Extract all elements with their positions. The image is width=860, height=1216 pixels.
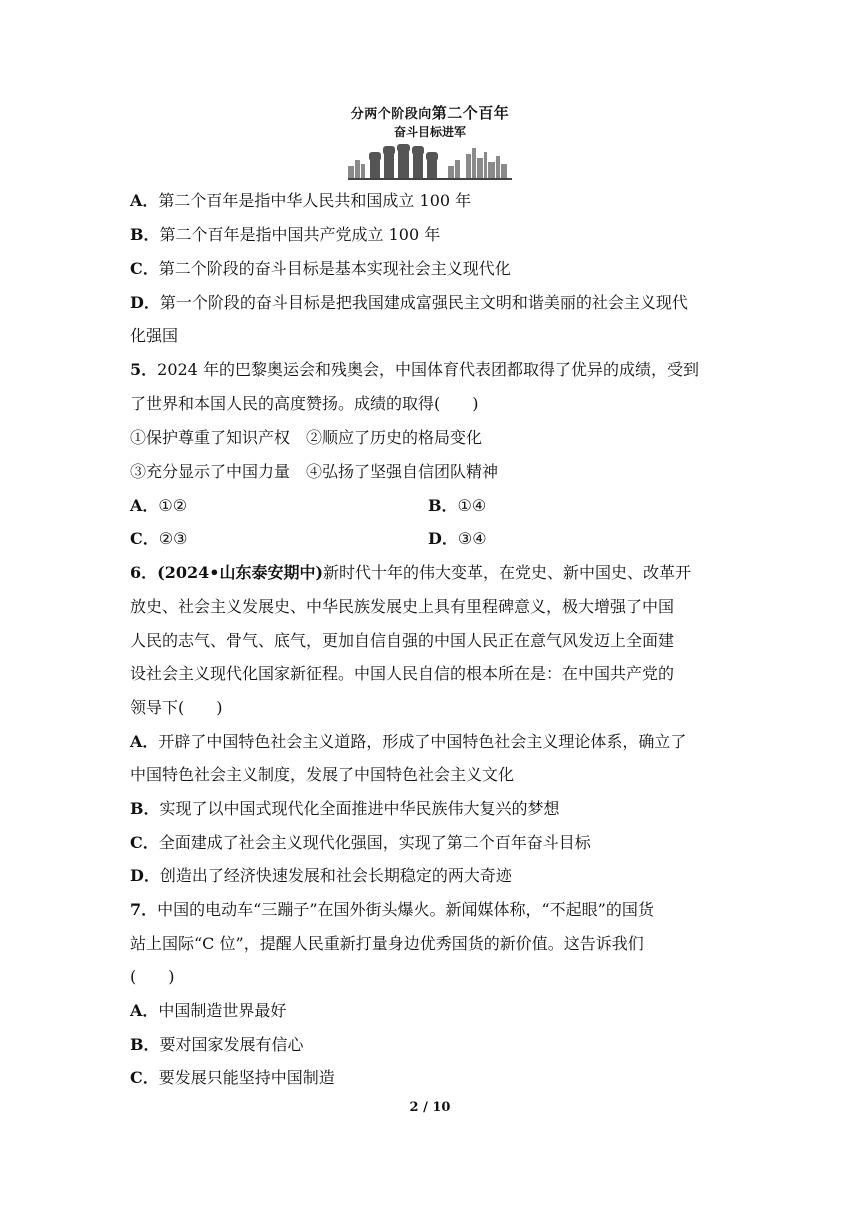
q4-option-a: A．第二个百年是指中华人民共和国成立 100 年 xyxy=(130,191,472,210)
q6-stem-cont-3: 设社会主义现代化国家新征程。中国人民自信的根本所在是：在中国共产党的 xyxy=(130,664,675,683)
page-number: 2 / 10 xyxy=(409,1100,451,1115)
q5-stem-cont: 了世界和本国人民的高度赞扬。成绩的取得( ) xyxy=(130,394,479,413)
banner-image xyxy=(340,104,520,182)
q5-stem: 5．2024 年的巴黎奥运会和残奥会，中国体育代表团都取得了优异的成绩，受到 xyxy=(130,360,699,379)
q6-stem-cont-2: 人民的志气、骨气、底气，更加自信自强的中国人民正在意气风发迈上全面建 xyxy=(130,631,675,650)
q5-option-a: A．①② xyxy=(130,496,188,515)
q5-statements-2: ③充分显示了中国力量 ④弘扬了坚强自信团队精神 xyxy=(130,462,499,481)
q7-stem: 7．中国的电动车“三蹦子”在国外街头爆火。新闻媒体称，“不起眼”的国货 xyxy=(130,900,654,919)
q6-stem-cont-4: 领导下( ) xyxy=(130,698,223,717)
q4-option-d: D．第一个阶段的奋斗目标是把我国建成富强民主文明和谐美丽的社会主义现代 xyxy=(130,293,688,312)
q7-stem-cont-2: ( ) xyxy=(130,967,175,986)
skyline-fists-icon xyxy=(348,144,512,180)
q7-option-c: C．要发展只能坚持中国制造 xyxy=(130,1068,335,1087)
q4-option-b: B．第二个百年是指中国共产党成立 100 年 xyxy=(130,225,441,244)
q7-option-b: B．要对国家发展有信心 xyxy=(130,1035,304,1054)
q5-option-d: D．③④ xyxy=(428,529,487,548)
q6-stem-cont-1: 放史、社会主义发展史、中华民族发展史上具有里程碑意义，极大增强了中国 xyxy=(130,597,675,616)
q6-option-a-cont: 中国特色社会主义制度，发展了中国特色社会主义文化 xyxy=(130,765,515,784)
q6-stem: 6．(2024•山东泰安期中)新时代十年的伟大变革，在党史、新中国史、改革开 xyxy=(130,563,692,582)
q4-option-c: C．第二个阶段的奋斗目标是基本实现社会主义现代化 xyxy=(130,259,511,278)
q7-option-a: A．中国制造世界最好 xyxy=(130,1001,287,1020)
q6-option-d: D．创造出了经济快速发展和社会长期稳定的两大奇迹 xyxy=(130,866,512,885)
q6-option-a: A．开辟了中国特色社会主义道路，形成了中国特色社会主义理论体系，确立了 xyxy=(130,732,687,751)
q5-statements-1: ①保护尊重了知识产权 ②顺应了历史的格局变化 xyxy=(130,428,483,447)
q5-option-b: B．①④ xyxy=(428,496,487,515)
q5-option-c: C．②③ xyxy=(130,529,188,548)
q6-option-b: B．实现了以中国式现代化全面推进中华民族伟大复兴的梦想 xyxy=(130,799,560,818)
banner-subtitle: 奋斗目标进军 xyxy=(393,125,466,139)
q7-stem-cont-1: 站上国际“C 位”，提醒人民重新打量身边优秀国货的新价值。这告诉我们 xyxy=(130,934,644,953)
q4-option-d-cont: 化强国 xyxy=(130,326,179,345)
q6-option-c: C．全面建成了社会主义现代化强国，实现了第二个百年奋斗目标 xyxy=(130,833,591,852)
banner-title: 分两个阶段向第二个百年 xyxy=(350,104,510,122)
